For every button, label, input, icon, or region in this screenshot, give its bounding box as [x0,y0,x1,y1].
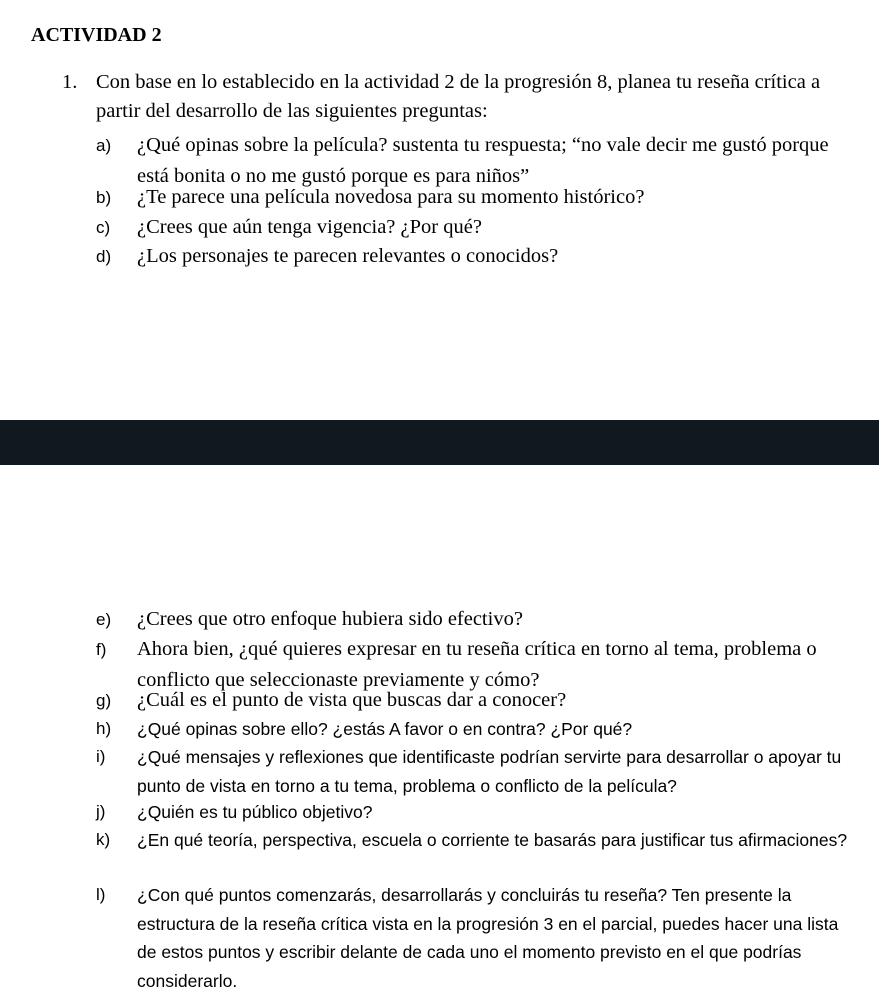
item-text: ¿Te parece una película novedosa para su momento histórico? [137,186,645,208]
item-text: ¿Qué mensajes y reflexiones que identificaste podrían servirte para desarrollar o apoyar tu punto de vista en torno a tu tema, problema o conflicto de la película? [137,747,842,796]
item-text: ¿En qué teoría, perspectiva, escuela o corriente te basarás para justificar tus afirmaciones? [137,830,848,850]
activity-heading: ACTIVIDAD 2 [31,24,162,46]
list-item-k [96,826,861,855]
item-text: ¿Cuál es el punto de vista que buscas dar a conocer? [137,689,567,711]
item-text: ¿Quién es tu público objetivo? [137,802,373,822]
list-item-e [96,604,861,635]
item-label: h) [96,719,112,738]
item-label: k) [96,830,111,849]
question-1-text: Con base en lo establecido en la actividad 2 de la progresión 8, planea tu reseña crítica a partir del desarrollo de las siguientes preguntas: [96,71,821,122]
item-label: e) [96,610,112,629]
list-item-i [96,743,861,800]
item-label: d) [96,247,112,266]
item-label: b) [96,188,112,207]
list-item-j [96,798,861,827]
item-label: f) [96,640,107,659]
list-item-g [96,685,861,716]
item-text: ¿Crees que otro enfoque hubiera sido efectivo? [137,608,523,630]
list-item-d [96,241,861,272]
item-label: j) [96,802,106,821]
list-item-c [96,212,861,243]
question-1-number: 1. [62,71,78,93]
list-item-l [96,881,861,995]
item-text: ¿Crees que aún tenga vigencia? ¿Por qué? [137,216,482,238]
item-text: ¿Los personajes te parecen relevantes o conocidos? [137,245,559,267]
item-label: l) [96,885,106,904]
item-text: ¿Con qué puntos comenzarás, desarrollarás y concluirás tu reseña? Ten presente la estructura de la reseña crítica vista en la progresión 3 en el parcial, puedes hacer una lista de estos puntos y escribir delante de cada uno el momento previsto en el que podrías considerarlo. [137,885,839,991]
list-item-h [96,715,861,744]
question-1 [62,68,862,126]
item-text: ¿Qué opinas sobre ello? ¿estás A favor o en contra? ¿Por qué? [137,719,633,739]
item-text: ¿Qué opinas sobre la película? sustenta tu respuesta; “no vale decir me gustó porque está bonita o no me gustó porque es para niños” [137,134,829,187]
item-label: i) [96,747,106,766]
list-item-b [96,182,861,213]
dark-divider-band [0,420,879,465]
item-text: Ahora bien, ¿qué quieres expresar en tu reseña crítica en torno al tema, problema o conflicto que seleccionaste previamente y cómo? [137,638,817,691]
item-label: g) [96,691,112,710]
item-label: c) [96,218,111,237]
item-label: a) [96,136,112,155]
